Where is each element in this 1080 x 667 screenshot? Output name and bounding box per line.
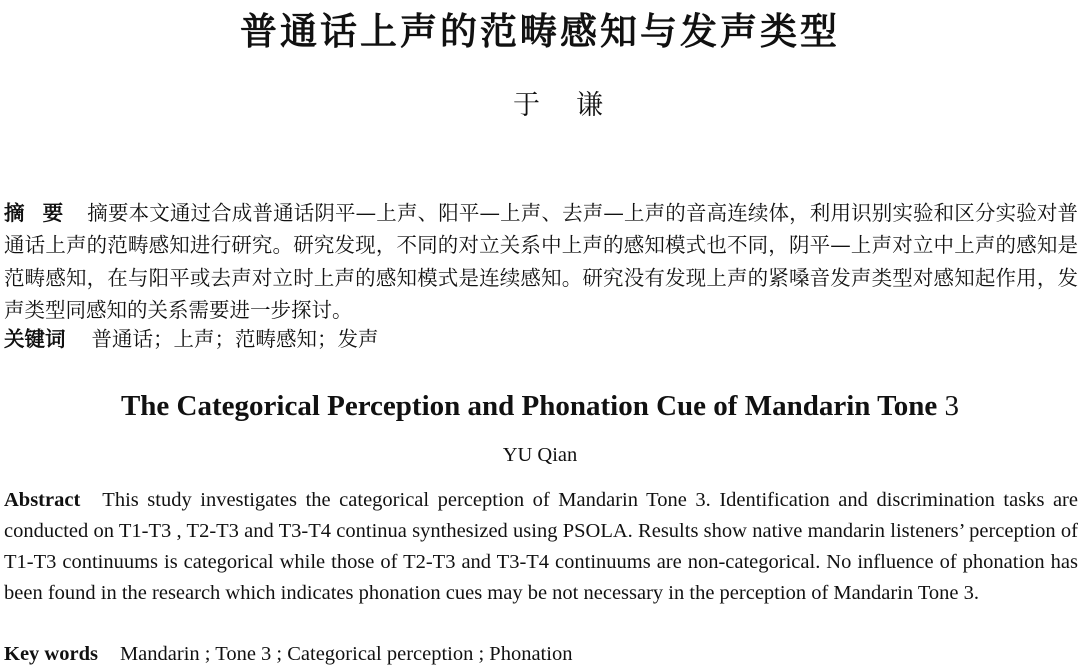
english-keywords [4,641,572,667]
english-abstract-label: Abstract [4,489,81,511]
chinese-author: 于谦 [513,90,639,121]
english-title-number: 3 [944,390,960,422]
chinese-keywords [4,324,379,354]
chinese-keywords-label: 关键词 [4,327,66,351]
english-author: YU Qian [502,444,578,466]
english-abstract [4,485,1078,609]
chinese-abstract [4,197,1078,326]
chinese-keywords-text: 普通话；上声；范畴感知；发声 [91,327,379,351]
english-keywords-label: Key words [4,643,98,665]
chinese-abstract-label: 摘要 [4,201,82,225]
chinese-title: 普通话上声的范畴感知与发声类型 [240,9,840,53]
english-abstract-text: This study investigates the categorical perception of Mandarin Tone 3. Identification and discrimination tasks are conducted on T1-T3 , T2-T3 and T3-T4 continua synthesized using PSOLA. Results show native mandarin listeners’ perception of T1-T3 continuums is categorical while those of T2-T3 and T3-T4 continuums are non-categorical. No influence of phonation has been found in the research which indicates phonation cues may be not necessary in the perception of Mandarin Tone 3. [4,489,1078,604]
english-title-text: The Categorical Perception and Phonation Cue of Mandarin Tone [120,390,938,422]
chinese-abstract-text: 摘要本文通过合成普通话阴平—上声、阳平—上声、去声—上声的音高连续体，利用识别实验和区分实验对普通话上声的范畴感知进行研究。研究发现，不同的对立关系中上声的感知模式也不同，阴平—上声对立中上声的感知是范畴感知，在与阳平或去声对立时上声的感知模式是连续感知。研究没有发现上声的紧嗓音发声类型对感知起作用，发声类型同感知的关系需要进一步探讨。 [4,201,1079,322]
english-keywords-text: Mandarin ; Tone 3 ; Categorical perception ; Phonation [119,643,573,665]
english-title [0,385,1080,427]
